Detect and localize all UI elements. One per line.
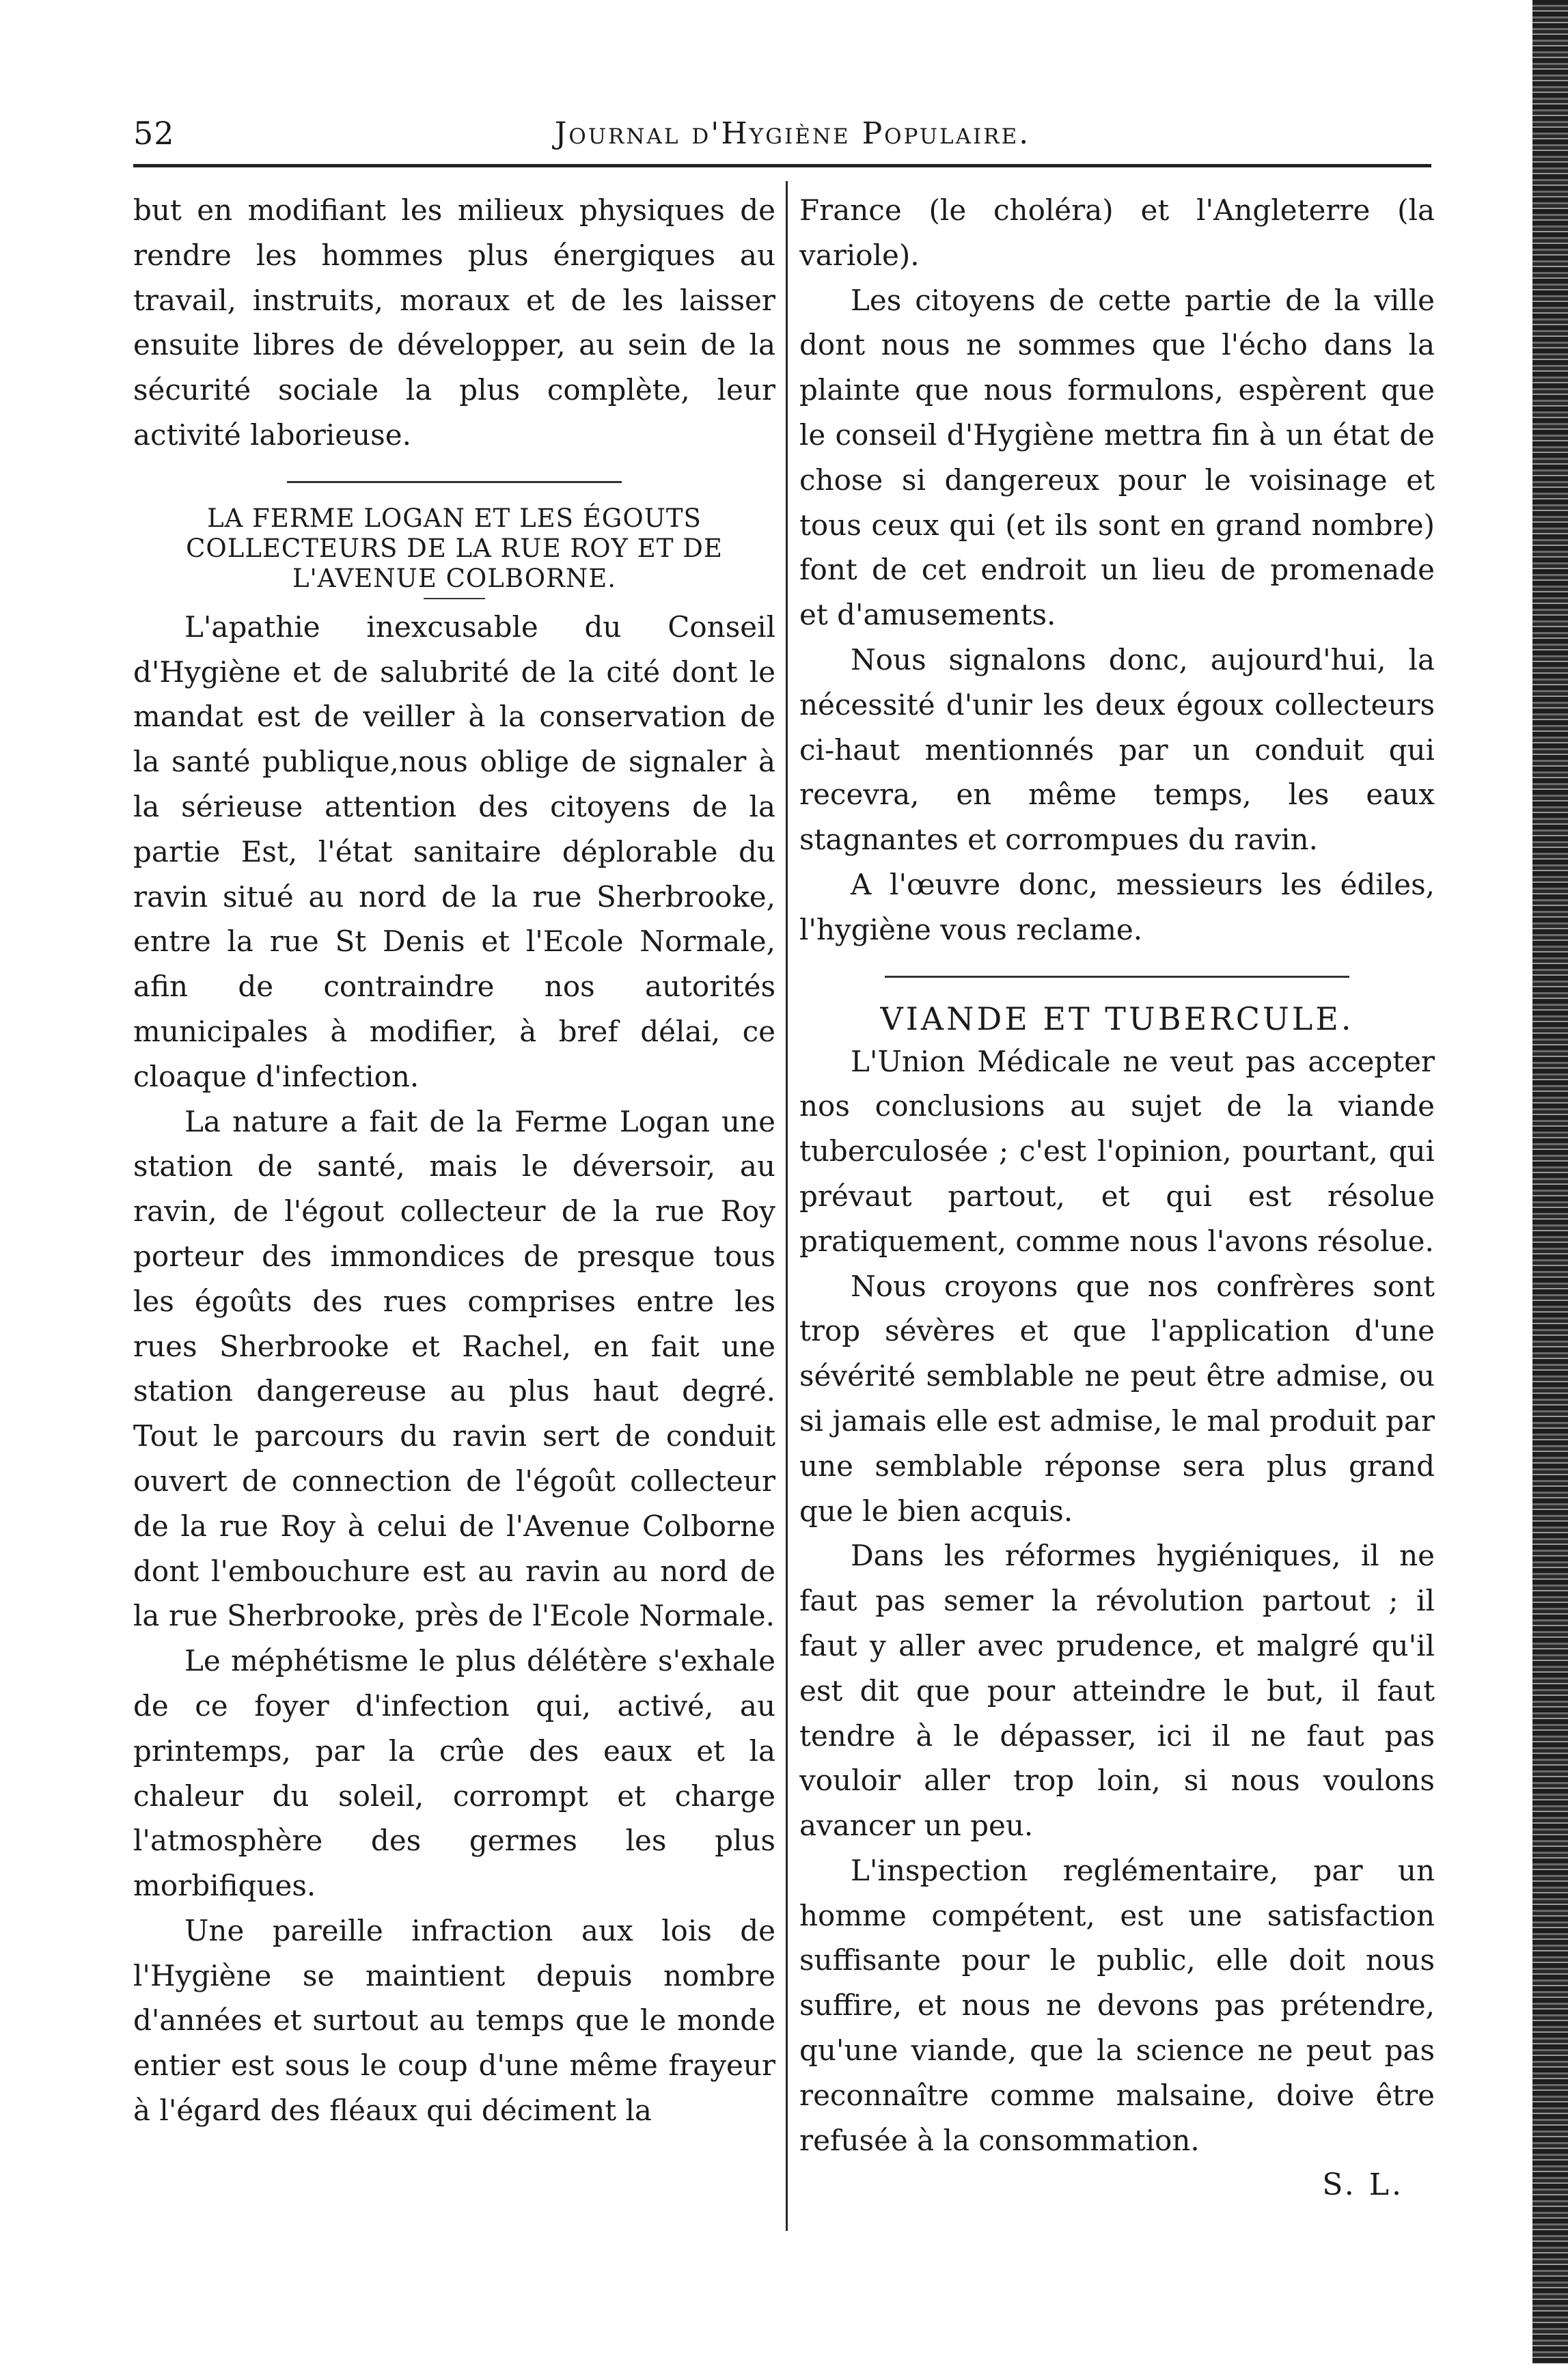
- article-paragraph: La nature a fait de la Ferme Logan une station de santé, mais le déversoir, au ravin, de l'égout collecteur de la rue Roy porteur des immondices de presque tous les égoûts des rues comprises entre les rues Sherbrooke et Rachel, en fait une station dangereuse au plus haut degré. Tout le parcours du ravin sert de conduit ouvert de connection de l'égoût collecteur de la rue Roy à celui de l'Avenue Colborne dont l'embouchure est au ravin au nord de la rue Sherbrooke, près de l'Ecole Normale.: [133, 1104, 775, 1633]
- column-divider: [786, 181, 788, 2231]
- section-rule: [885, 976, 1349, 978]
- article-paragraph: Les citoyens de cette partie de la ville dont nous ne sommes que l'écho dans la plainte que nous formulons, espèrent que le conseil d'Hygiène mettra fin à un état de chose si dangereux pour le voisinage et tous ceux qui (et ils sont en grand nombre) font de cet endroit un lieu de promenade et d'amusements.: [799, 283, 1435, 632]
- left-column: [133, 188, 775, 2231]
- article-heading-viande: VIANDE ET TUBERCULE.: [880, 1000, 1354, 1037]
- article-paragraph: L'inspection reglémentaire, par un homme compétent, est une satisfaction suffisante pour le public, elle doit nous suffire, et nous ne devons pas prétendre, qu'une viande, que la science ne peut pas reconnaître comme malsaine, doive être refusée à la consommation.: [799, 1853, 1435, 2157]
- continuation-paragraph: France (le choléra) et l'Angleterre (la variole).: [799, 193, 1435, 272]
- article-paragraph: Dans les réformes hygiéniques, il ne faut pas semer la révolution partout ; il faut y aller avec prudence, et malgré qu'il est dit que pour atteindre le but, il faut tendre à le dépasser, ici il ne faut pas vouloir aller trop loin, si nous voulons avancer un peu.: [799, 1539, 1435, 1843]
- author-signature: S. L.: [1322, 2167, 1404, 2203]
- intro-paragraph: but en modifiant les milieux physiques de rendre les hommes plus énergiques au travail, instruits, moraux et de les laisser ensuite libres de développer, au sein de la sécurité sociale la plus complète, leur activité laborieuse.: [133, 193, 775, 452]
- article-paragraph: Nous croyons que nos confrères sont trop sévères et que l'application d'une sévérité semblable ne peut être admise, ou si jamais elle est admise, le mal produit par une semblable réponse sera plus grand que le bien acquis.: [799, 1269, 1435, 1528]
- article-paragraph: A l'œuvre donc, messieurs les édiles, l'hygiène vous reclame.: [799, 867, 1435, 946]
- article-paragraph: L'apathie inexcusable du Conseil d'Hygiène et de salubrité de la cité dont le mandat est de veiller à la conservation de la santé publique,nous oblige de signaler à la sérieuse attention des citoyens de la partie Est, l'état sanitaire déplorable du ravin situé au nord de la rue Sherbrooke, entre la rue St Denis et l'Ecole Normale, afin de contraindre nos autorités municipales à modifier, à bref délai, ce cloaque d'infection.: [133, 609, 775, 1093]
- right-column: [799, 188, 1435, 2231]
- article-paragraph: Le méphétisme le plus délétère s'exhale de ce foyer d'infection qui, activé, au printemps, par la crûe des eaux et la chaleur du soleil, corrompt et charge l'atmosphère des germes les plus morbifiques.: [133, 1644, 775, 1903]
- article-paragraph: L'Union Médicale ne veut pas accepter nos conclusions au sujet de la viande tuberculosée ; c'est l'opinion, pourtant, qui prévaut partout, et qui est résolue pratiquement, comme nous l'avons résolue.: [799, 1044, 1435, 1258]
- page-number: 52: [133, 115, 175, 152]
- section-rule: [287, 481, 622, 483]
- page-edge-shadow: [1520, 0, 1568, 2363]
- article-heading-logan: LA FERME LOGAN ET LES ÉGOUTS COLLECTEURS DE LA RUE ROY ET DE L'AVENUE COLBORNE.: [186, 503, 723, 593]
- heading-underline: [424, 598, 485, 599]
- article-paragraph: Nous signalons donc, aujourd'hui, la nécessité d'unir les deux égoux collecteurs ci-haut mentionnés par un conduit qui recevra, en même temps, les eaux stagnantes et corrompues du ravin.: [799, 642, 1435, 857]
- article-paragraph: Une pareille infraction aux lois de l'Hygiène se maintient depuis nombre d'années et surtout au temps que le monde entier est sous le coup d'une même frayeur à l'égard des fléaux qui déciment la: [133, 1913, 775, 2128]
- running-title: Journal d'Hygiène Populaire.: [554, 116, 1031, 151]
- header-rule: [133, 164, 1431, 167]
